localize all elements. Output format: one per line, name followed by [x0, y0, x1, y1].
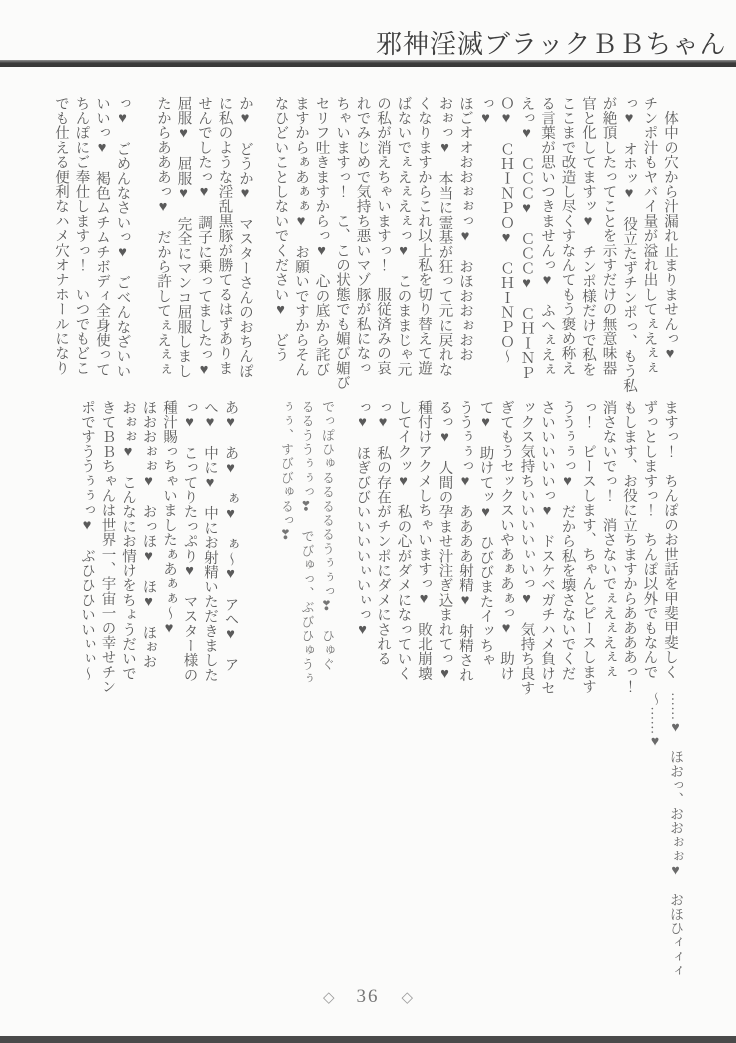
page-title: 邪神淫滅ブラックＢＢちゃん: [376, 30, 727, 59]
page-footer: [0, 986, 736, 1008]
paragraph: [153, 96, 256, 416]
bottom-edge-bar: [0, 1036, 736, 1043]
text-column: ますっ！ ちんぽのお世話を甲斐甲斐しく: [662, 400, 678, 680]
text-column: えっ♥ ＣＣＣ♥ ＣＣＣ♥ ＣＨＩＮＰ: [518, 96, 535, 380]
paragraph: [352, 400, 680, 710]
text-column: っ♥ オホッ♥ 役立たずチンポっ、もう私: [621, 96, 637, 393]
text-column: もします、お役に立ちますからああああっ！: [621, 400, 637, 694]
text-column: ちんぽにご奉仕しますっ！ いつでもどこ: [73, 96, 90, 376]
text-column: る言葉が思いつきませんっ♥ ふへぇえぇ: [539, 96, 555, 377]
text-column: いいっ♥ 褐色ムチムチボディ全身使って: [94, 96, 110, 377]
text-column: Ｏ♥ ＣＨＩＮＰＯ♥ ＣＨＩＮＰＯ〜: [498, 96, 514, 364]
text-column: 体中の穴から汁漏れ止まりませんっ♥: [662, 96, 678, 363]
footer-diamond-right-icon: ◇: [401, 990, 414, 1006]
text-column: さいいいいいっ♥ ドスケベガチハメ負けセ: [539, 400, 555, 696]
text-column: へ♥ 中に♥ 中にお射精いただきました: [202, 400, 218, 683]
text-column: れでみじめで気持ち悪いマゾ豚が私になっ: [354, 96, 371, 376]
title-rule: [0, 60, 736, 67]
paragraph: [270, 96, 680, 416]
text-column: の私が消えちゃいますっ！ 服従済みの哀: [375, 96, 391, 376]
page-number: 36: [356, 986, 380, 1007]
text-column: が絶頂したってことを示すだけの無意味器: [600, 96, 617, 376]
text-band-tail: [644, 692, 685, 978]
text-column: ますからぁあぁぁ♥ お願いですからそん: [293, 96, 309, 377]
text-column: でも仕える便利なハメ穴オナホールになり: [53, 96, 69, 376]
text-column: っ♥ ほぎびびいいいいぃいぃっ♥: [354, 400, 371, 639]
text-column: 種付けアクメしちゃいますっ♥ 敗北崩壊: [416, 400, 432, 681]
text-column: してイクッ♥ 私の心がダメになっていく: [395, 400, 412, 681]
text-column: ほおおぉぉ♥ おっほ♥ ほ♥ ほぉお: [140, 400, 157, 670]
text-band-middle: [77, 400, 681, 710]
text-column: ううぅぅっ♥ ああああ射精♥ 射精され: [457, 400, 473, 683]
text-column: るるううぅぅっ❣ でびゅっ、ぶびひゅうぅ: [299, 400, 315, 686]
text-column: ぎてもうセックスいやあぁあぁっ♥ 助け: [498, 400, 514, 681]
text-column: おぉぉ♥ こんなにお情けをちょうだいで: [120, 400, 136, 681]
text-column: ほごオオおおぉぉっ♥ おほおおぉおお: [457, 96, 473, 363]
paragraph: [77, 400, 241, 710]
text-column: っ♥ 私の存在がチンポにダメにされる: [375, 400, 391, 667]
text-column: ずっとしますっ！ ちんぽ以外でもなんで: [641, 400, 658, 680]
text-column: おぉっ♥ 本当に霊基が狂って元に戻れな: [436, 96, 453, 377]
text-column: でっぽひゅるるるるるうぅぅっ❣ ひゅぐ: [320, 400, 335, 672]
text-column: ここまで改造し尽くすなんてもう褒め称え: [559, 96, 576, 376]
text-column: か♥ どうか♥ マスターさんのおちんぽ: [237, 96, 253, 379]
text-column: きてＢＢちゃんは世界一、宇宙一の幸せチン: [99, 400, 116, 694]
text-column: るっ♥ 人間の孕ませ汁注ぎ込まれてっ♥: [436, 400, 453, 683]
text-column: たからあああっ♥ だから許してぇえぇぇ: [155, 96, 171, 377]
text-band-top: [51, 96, 681, 416]
text-column: くなりますからこれ以上私を切り替えて遊: [416, 96, 432, 376]
text-column: っ♥ こってりたっぷり♥ マスター様の: [181, 400, 198, 683]
text-column: ばないでぇえぇえぇっ♥ このままじゃ元: [395, 96, 412, 377]
text-column: に私のような淫乱黒豚が勝てるはずありま: [216, 96, 233, 376]
text-column: っ！ ピースします、ちゃんとピースします: [580, 400, 596, 694]
text-column: ぅぅ、すびびゅるっ❣: [279, 400, 294, 544]
text-column: なひどいことしないでください♥ どう: [272, 96, 289, 363]
text-column: 種汁賜っちゃいましたぁあぁぁ〜♥: [161, 400, 177, 637]
paragraph: [51, 96, 133, 416]
text-column: せんでしたっ♥ 調子に乗ってましたっ♥: [196, 96, 212, 379]
text-column: っ♥ ごめんなさいっ♥ ごべんなざいい: [114, 96, 131, 379]
text-column: ううぅぅっ♥ だから私を壊さないでくだ: [559, 400, 576, 681]
text-column: 消さないでっ！ 消さないでぇえぇえぇぇ: [600, 400, 617, 680]
text-column: あ♥ あ♥ ぁ♥ ぁ〜♥ アヘ♥ ア: [222, 400, 239, 673]
paragraph-onomatopoeia: [276, 400, 338, 710]
text-column: ポですううぅぅっ♥ ぶひひひいいぃぃ〜: [79, 400, 95, 681]
text-column: て♥ 助けてッ♥ ひびびまたイッちゃ: [477, 400, 494, 668]
text-column: っ♥: [477, 96, 494, 127]
text-column: ……♥ ほおっ、おおぉぉ♥ おほひィィィ: [668, 692, 683, 978]
text-column: チンポ汁もヤバイ量が溢れ出してぇえぇぇ: [641, 96, 658, 376]
text-column: 屈服♥ 屈服♥ 完全にマンコ屈服しまし: [175, 96, 192, 379]
text-column: ちゃいますっ！ こ、この状態でも媚び媚び: [334, 96, 350, 390]
text-column: 〜……♥: [647, 692, 663, 750]
text-column: ックス気持ちいいいいぃいっ♥ 気持ち良す: [518, 400, 535, 696]
text-column: セリフ吐きますからっ♥ 心の底から詫び: [313, 96, 330, 377]
text-column: 官と化してますッ♥ チンポ様だけで私を: [580, 96, 596, 377]
footer-diamond-left-icon: ◇: [322, 990, 335, 1006]
